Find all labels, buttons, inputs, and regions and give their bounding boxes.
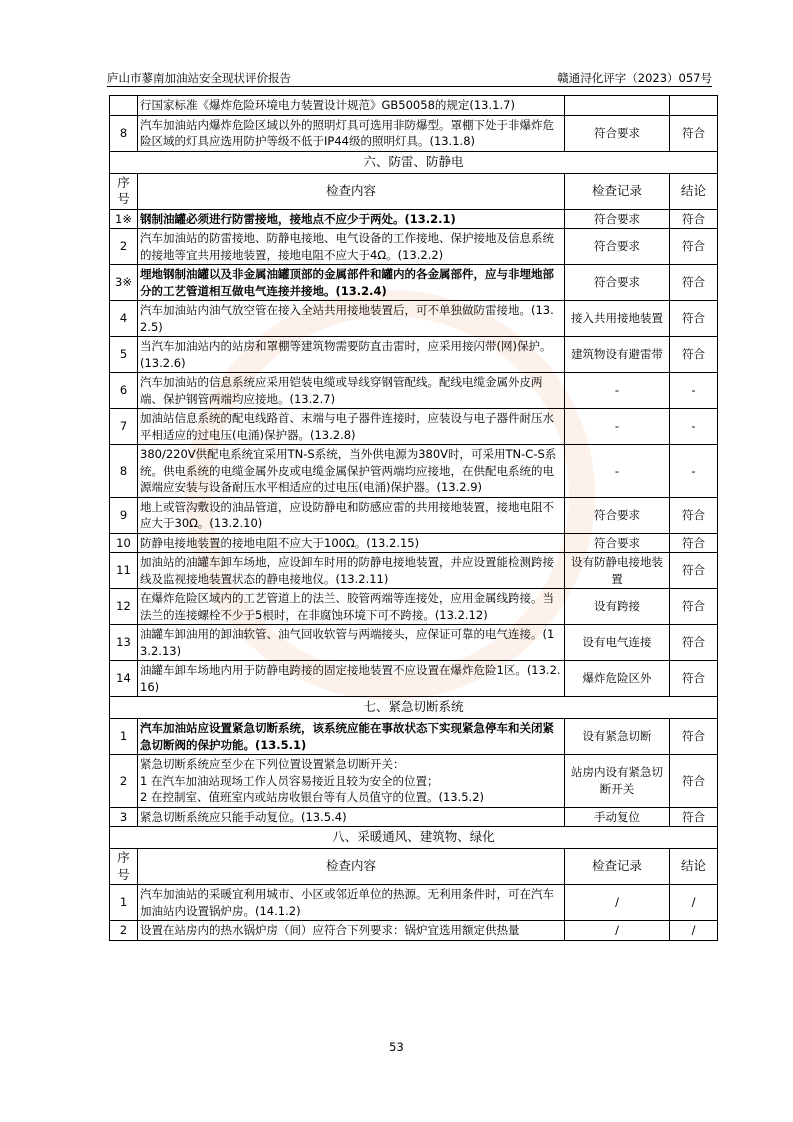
- check-content: 地上或管沟敷设的油品管道，应设防静电和防感应雷的共用接地装置，接地电阻不应大于30Ω。(13.2.10): [138, 497, 565, 533]
- header-report-title: 庐山市蓼南加油站安全现状评价报告: [107, 71, 291, 85]
- page-header: [107, 68, 712, 87]
- check-result: 符合: [670, 301, 718, 337]
- check-record: 符合要求: [565, 115, 670, 151]
- table-row: [110, 719, 718, 755]
- row-number: 7: [110, 409, 138, 445]
- row-number: 11: [110, 553, 138, 589]
- section-title: 七、紧急切断系统: [110, 697, 718, 719]
- check-record: /: [565, 885, 670, 921]
- row-number: [110, 96, 138, 116]
- table-row: [110, 553, 718, 589]
- check-record: 设有电气连接: [565, 625, 670, 661]
- column-header-no: 序号: [110, 849, 138, 885]
- check-result: 符合: [670, 755, 718, 808]
- check-result: [670, 96, 718, 116]
- table-row: [110, 533, 718, 553]
- row-number: 13: [110, 625, 138, 661]
- check-result: 符合: [670, 265, 718, 301]
- check-record: 爆炸危险区外: [565, 661, 670, 697]
- column-header-no: 序号: [110, 173, 138, 209]
- column-header-record: 检查记录: [565, 849, 670, 885]
- row-number: 2: [110, 229, 138, 265]
- check-record: -: [565, 373, 670, 409]
- check-result: -: [670, 373, 718, 409]
- column-header-result: 结论: [670, 849, 718, 885]
- check-content: 加油站的油罐车卸车场地，应设卸车时用的防静电接地装置，并应设置能检测跨接线及监视接地装置状态的静电接地仪。(13.2.11): [138, 553, 565, 589]
- check-record: 手动复位: [565, 807, 670, 827]
- check-content-item: 1 在汽车加油站现场工作人员容易接近且较为安全的位置；: [140, 773, 439, 788]
- table-row: [110, 661, 718, 697]
- check-content: 设置在站房内的热水锅炉房（间）应符合下列要求：锅炉宜选用额定供热量: [138, 921, 565, 941]
- table-row: [110, 589, 718, 625]
- row-number: 5: [110, 337, 138, 373]
- table-row: [110, 445, 718, 498]
- row-number: 1※: [110, 209, 138, 229]
- check-record: 站房内设有紧急切断开关: [565, 755, 670, 808]
- check-record: -: [565, 445, 670, 498]
- check-content: 汽车加油站的信息系统应采用铠装电缆或导线穿钢管配线。配线电缆金属外皮两端、保护钢管两端均应接地。(13.2.7): [138, 373, 565, 409]
- check-record: 设有紧急切断: [565, 719, 670, 755]
- row-number: 1: [110, 719, 138, 755]
- check-record: 接入共用接地装置: [565, 301, 670, 337]
- check-result: 符合: [670, 229, 718, 265]
- check-record: 设有跨接: [565, 589, 670, 625]
- check-content: 在爆炸危险区域内的工艺管道上的法兰、胶管两端等连接处，应用金属线跨接。当法兰的连接螺栓不少于5根时，在非腐蚀环境下可不跨接。(13.2.12): [138, 589, 565, 625]
- check-content: 油罐车卸油用的卸油软管、油气回收软管与两端接头，应保证可靠的电气连接。(13.2.13): [138, 625, 565, 661]
- row-number: 8: [110, 445, 138, 498]
- check-result: 符合: [670, 719, 718, 755]
- table-row: [110, 301, 718, 337]
- table-row: [110, 115, 718, 151]
- header-report-number: 赣通浔化评字（2023）057号: [557, 71, 712, 85]
- check-result: 符合: [670, 661, 718, 697]
- row-number: 6: [110, 373, 138, 409]
- header-row: [110, 849, 718, 885]
- check-result: 符合: [670, 337, 718, 373]
- check-content: 钢制油罐必须进行防雷接地，接地点不应少于两处。(13.2.1): [138, 209, 565, 229]
- inspection-table: [109, 95, 718, 941]
- check-content: 汽车加油站内爆炸危险区域以外的照明灯具可选用非防爆型。罩棚下处于非爆炸危险区域的灯具应选用防护等级不低于IP44级的照明灯具。(13.1.8): [138, 115, 565, 151]
- row-number: 14: [110, 661, 138, 697]
- check-record: 设有防静电接地装置: [565, 553, 670, 589]
- check-content: 行国家标准《爆炸危险环境电力装置设计规范》GB50058的规定(13.1.7): [138, 96, 565, 116]
- check-result: 符合: [670, 553, 718, 589]
- section-row: [110, 697, 718, 719]
- check-record: 符合要求: [565, 209, 670, 229]
- check-result: 符合: [670, 533, 718, 553]
- section-title: 八、采暖通风、建筑物、绿化: [110, 827, 718, 849]
- row-number: 1: [110, 885, 138, 921]
- check-content: 紧急切断系统应只能手动复位。(13.5.4): [138, 807, 565, 827]
- check-content: 当汽车加油站内的站房和罩棚等建筑物需要防直击雷时，应采用接闪带(网)保护。(13.2.6): [138, 337, 565, 373]
- section-row: [110, 827, 718, 849]
- table-row: [110, 625, 718, 661]
- check-result: /: [670, 885, 718, 921]
- row-number: 2: [110, 921, 138, 941]
- check-result: 符合: [670, 625, 718, 661]
- row-number: 3: [110, 807, 138, 827]
- check-content-intro: 紧急切断系统应至少在下列位置设置紧急切断开关：: [140, 757, 405, 771]
- check-result: 符合: [670, 807, 718, 827]
- check-content: 汽车加油站的采暖宜利用城市、小区或邻近单位的热源。无利用条件时，可在汽车加油站内设置锅炉房。(14.1.2): [138, 885, 565, 921]
- check-result: -: [670, 445, 718, 498]
- header-row: [110, 173, 718, 209]
- check-content: 380/220V供配电系统宜采用TN-S系统，当外供电源为380V时，可采用TN-C-S系统。供电系统的电缆金属外皮或电缆金属保护管两端均应接地，在供配电系统的电源端应安装与设备耐压水平相适应的过电压(电涌)保护器。(13.2.9): [138, 445, 565, 498]
- table-row: [110, 265, 718, 301]
- check-content: 埋地钢制油罐以及非金属油罐顶部的金属部件和罐内的各金属部件，应与非埋地部分的工艺管道相互做电气连接并接地。(13.2.4): [138, 265, 565, 301]
- table-row: [110, 885, 718, 921]
- row-number: 2: [110, 755, 138, 808]
- table-row: [110, 96, 718, 116]
- table-row: [110, 409, 718, 445]
- check-result: 符合: [670, 497, 718, 533]
- check-record: 符合要求: [565, 265, 670, 301]
- check-record: 建筑物设有避雷带: [565, 337, 670, 373]
- check-record: /: [565, 921, 670, 941]
- check-result: -: [670, 409, 718, 445]
- check-content: 汽车加油站的防雷接地、防静电接地、电气设备的工作接地、保护接地及信息系统的接地等宜共用接地装置，接地电阻不应大于4Ω。(13.2.2): [138, 229, 565, 265]
- column-header-result: 结论: [670, 173, 718, 209]
- section-row: [110, 151, 718, 173]
- table-row: [110, 373, 718, 409]
- check-result: 符合: [670, 209, 718, 229]
- section-title: 六、防雷、防静电: [110, 151, 718, 173]
- check-result: 符合: [670, 589, 718, 625]
- column-header-content: 检查内容: [138, 173, 565, 209]
- row-number: 4: [110, 301, 138, 337]
- check-result: /: [670, 921, 718, 941]
- check-content-item: 2 在控制室、值班室内或站房收银台等有人员值守的位置。(13.5.2): [140, 790, 485, 804]
- table-row: [110, 807, 718, 827]
- check-result: 符合: [670, 115, 718, 151]
- row-number: 10: [110, 533, 138, 553]
- check-content: 油罐车卸车场地内用于防静电跨接的固定接地装置不应设置在爆炸危险1区。(13.2.16): [138, 661, 565, 697]
- check-content: 汽车加油站应设置紧急切断系统，该系统应能在事故状态下实现紧急停车和关闭紧急切断阀的保护功能。(13.5.1): [138, 719, 565, 755]
- check-content: 汽车加油站内油气放空管在接入全站共用接地装置后，可不单独做防雷接地。(13.2.5): [138, 301, 565, 337]
- row-number: 9: [110, 497, 138, 533]
- table-row: [110, 921, 718, 941]
- table-row: [110, 209, 718, 229]
- table-row: [110, 497, 718, 533]
- row-number: 8: [110, 115, 138, 151]
- check-record: 符合要求: [565, 533, 670, 553]
- table-row: [110, 337, 718, 373]
- check-record: 符合要求: [565, 497, 670, 533]
- table-row: [110, 229, 718, 265]
- row-number: 3※: [110, 265, 138, 301]
- check-record: 符合要求: [565, 229, 670, 265]
- check-content: [138, 755, 565, 808]
- check-content: 加油站信息系统的配电线路首、末端与电子器件连接时，应装设与电子器件耐压水平相适应的过电压(电涌)保护器。(13.2.8): [138, 409, 565, 445]
- check-record: -: [565, 409, 670, 445]
- row-number: 12: [110, 589, 138, 625]
- page-number: 53: [389, 1040, 404, 1054]
- check-record: [565, 96, 670, 116]
- column-header-record: 检查记录: [565, 173, 670, 209]
- column-header-content: 检查内容: [138, 849, 565, 885]
- check-content: 防静电接地装置的接地电阻不应大于100Ω。(13.2.15): [138, 533, 565, 553]
- table-row: [110, 755, 718, 808]
